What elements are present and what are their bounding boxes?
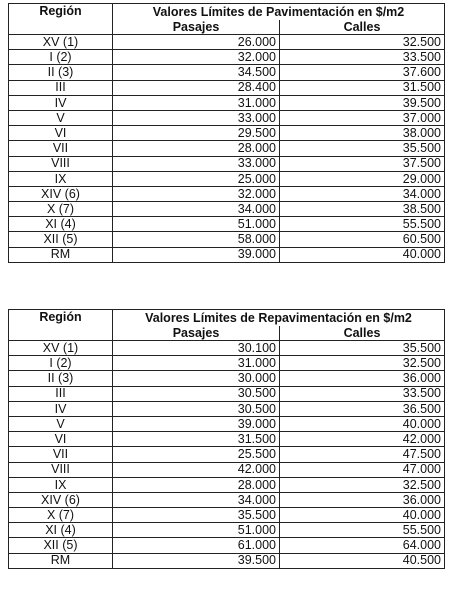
region-header: Región <box>9 4 113 35</box>
table-row <box>9 186 445 201</box>
pasajes-cell: 39.000 <box>113 247 280 262</box>
pasajes-cell: 34.000 <box>113 202 280 217</box>
calles-cell: 40.000 <box>280 247 445 262</box>
table-row <box>9 538 445 553</box>
calles-cell: 39.500 <box>280 95 445 110</box>
table-row <box>9 156 445 171</box>
table-row <box>9 401 445 416</box>
region-cell: V <box>9 416 113 431</box>
region-cell: XIV (6) <box>9 492 113 507</box>
table-row <box>9 523 445 538</box>
pasajes-cell: 51.000 <box>113 217 280 232</box>
table-row <box>9 247 445 262</box>
calles-cell: 34.000 <box>280 186 445 201</box>
table-row <box>9 432 445 447</box>
region-cell: IV <box>9 95 113 110</box>
pasajes-cell: 51.000 <box>113 523 280 538</box>
calles-cell: 35.500 <box>280 141 445 156</box>
pasajes-cell: 33.000 <box>113 110 280 125</box>
region-cell: VII <box>9 141 113 156</box>
table-row <box>9 126 445 141</box>
column-header-pasajes: Pasajes <box>113 20 280 35</box>
pasajes-cell: 28.400 <box>113 80 280 95</box>
region-cell: RM <box>9 553 113 568</box>
column-header-calles: Calles <box>280 326 445 341</box>
region-cell: V <box>9 110 113 125</box>
table-row <box>9 65 445 80</box>
table-row <box>9 110 445 125</box>
region-cell: XV (1) <box>9 35 113 50</box>
pasajes-cell: 32.000 <box>113 50 280 65</box>
table-row <box>9 80 445 95</box>
calles-cell: 33.500 <box>280 386 445 401</box>
pasajes-cell: 28.000 <box>113 477 280 492</box>
column-header-pasajes: Pasajes <box>113 326 280 341</box>
region-cell: XV (1) <box>9 341 113 356</box>
calles-cell: 33.500 <box>280 50 445 65</box>
region-cell: IX <box>9 477 113 492</box>
table-row <box>9 141 445 156</box>
pasajes-cell: 31.000 <box>113 95 280 110</box>
pasajes-cell: 30.100 <box>113 341 280 356</box>
region-cell: X (7) <box>9 508 113 523</box>
region-cell: II (3) <box>9 65 113 80</box>
region-cell: VII <box>9 447 113 462</box>
table-row <box>9 217 445 232</box>
pasajes-cell: 33.000 <box>113 156 280 171</box>
region-header: Región <box>9 310 113 341</box>
calles-cell: 35.500 <box>280 341 445 356</box>
pasajes-cell: 31.500 <box>113 432 280 447</box>
calles-cell: 37.000 <box>280 110 445 125</box>
calles-cell: 47.500 <box>280 447 445 462</box>
calles-cell: 36.000 <box>280 371 445 386</box>
calles-cell: 32.500 <box>280 477 445 492</box>
table-row <box>9 371 445 386</box>
table-row <box>9 386 445 401</box>
calles-cell: 40.000 <box>280 416 445 431</box>
region-cell: XIV (6) <box>9 186 113 201</box>
pasajes-cell: 39.000 <box>113 416 280 431</box>
table-row <box>9 50 445 65</box>
pasajes-cell: 30.500 <box>113 401 280 416</box>
calles-cell: 64.000 <box>280 538 445 553</box>
calles-cell: 55.500 <box>280 217 445 232</box>
pasajes-cell: 26.000 <box>113 35 280 50</box>
pasajes-cell: 30.500 <box>113 386 280 401</box>
table-row <box>9 232 445 247</box>
region-cell: VIII <box>9 462 113 477</box>
calles-cell: 40.000 <box>280 508 445 523</box>
table-title: Valores Límites de Repavimentación en $/m2 <box>113 310 445 326</box>
calles-cell: 38.500 <box>280 202 445 217</box>
table-row <box>9 462 445 477</box>
region-cell: III <box>9 386 113 401</box>
region-cell: I (2) <box>9 50 113 65</box>
region-cell: XII (5) <box>9 538 113 553</box>
pasajes-cell: 25.000 <box>113 171 280 186</box>
table-row <box>9 356 445 371</box>
calles-cell: 31.500 <box>280 80 445 95</box>
pasajes-cell: 35.500 <box>113 508 280 523</box>
table-row <box>9 553 445 568</box>
table-row <box>9 508 445 523</box>
pasajes-cell: 34.000 <box>113 492 280 507</box>
table-row <box>9 35 445 50</box>
region-cell: XII (5) <box>9 232 113 247</box>
calles-cell: 32.500 <box>280 35 445 50</box>
table-row <box>9 477 445 492</box>
pasajes-cell: 28.000 <box>113 141 280 156</box>
pasajes-cell: 29.500 <box>113 126 280 141</box>
region-cell: RM <box>9 247 113 262</box>
region-cell: IV <box>9 401 113 416</box>
region-cell: VI <box>9 126 113 141</box>
calles-cell: 37.600 <box>280 65 445 80</box>
pasajes-cell: 30.000 <box>113 371 280 386</box>
table-row <box>9 447 445 462</box>
table-row <box>9 171 445 186</box>
region-cell: II (3) <box>9 371 113 386</box>
calles-cell: 38.000 <box>280 126 445 141</box>
table-title: Valores Límites de Pavimentación en $/m2 <box>113 4 445 20</box>
calles-cell: 29.000 <box>280 171 445 186</box>
calles-cell: 32.500 <box>280 356 445 371</box>
calles-cell: 55.500 <box>280 523 445 538</box>
calles-cell: 40.500 <box>280 553 445 568</box>
calles-cell: 36.000 <box>280 492 445 507</box>
pasajes-cell: 25.500 <box>113 447 280 462</box>
region-cell: X (7) <box>9 202 113 217</box>
pasajes-cell: 34.500 <box>113 65 280 80</box>
pasajes-cell: 39.500 <box>113 553 280 568</box>
table-row <box>9 202 445 217</box>
paving-limits-table <box>8 3 445 263</box>
region-cell: VI <box>9 432 113 447</box>
calles-cell: 42.000 <box>280 432 445 447</box>
calles-cell: 60.500 <box>280 232 445 247</box>
calles-cell: 36.500 <box>280 401 445 416</box>
table-row <box>9 95 445 110</box>
region-cell: I (2) <box>9 356 113 371</box>
calles-cell: 47.000 <box>280 462 445 477</box>
table-row <box>9 341 445 356</box>
region-cell: III <box>9 80 113 95</box>
table-row <box>9 492 445 507</box>
region-cell: VIII <box>9 156 113 171</box>
region-cell: XI (4) <box>9 217 113 232</box>
region-cell: IX <box>9 171 113 186</box>
table-row <box>9 416 445 431</box>
column-header-calles: Calles <box>280 20 445 35</box>
repaving-limits-table <box>8 309 445 569</box>
pasajes-cell: 61.000 <box>113 538 280 553</box>
pasajes-cell: 42.000 <box>113 462 280 477</box>
region-cell: XI (4) <box>9 523 113 538</box>
pasajes-cell: 31.000 <box>113 356 280 371</box>
pasajes-cell: 58.000 <box>113 232 280 247</box>
calles-cell: 37.500 <box>280 156 445 171</box>
pasajes-cell: 32.000 <box>113 186 280 201</box>
